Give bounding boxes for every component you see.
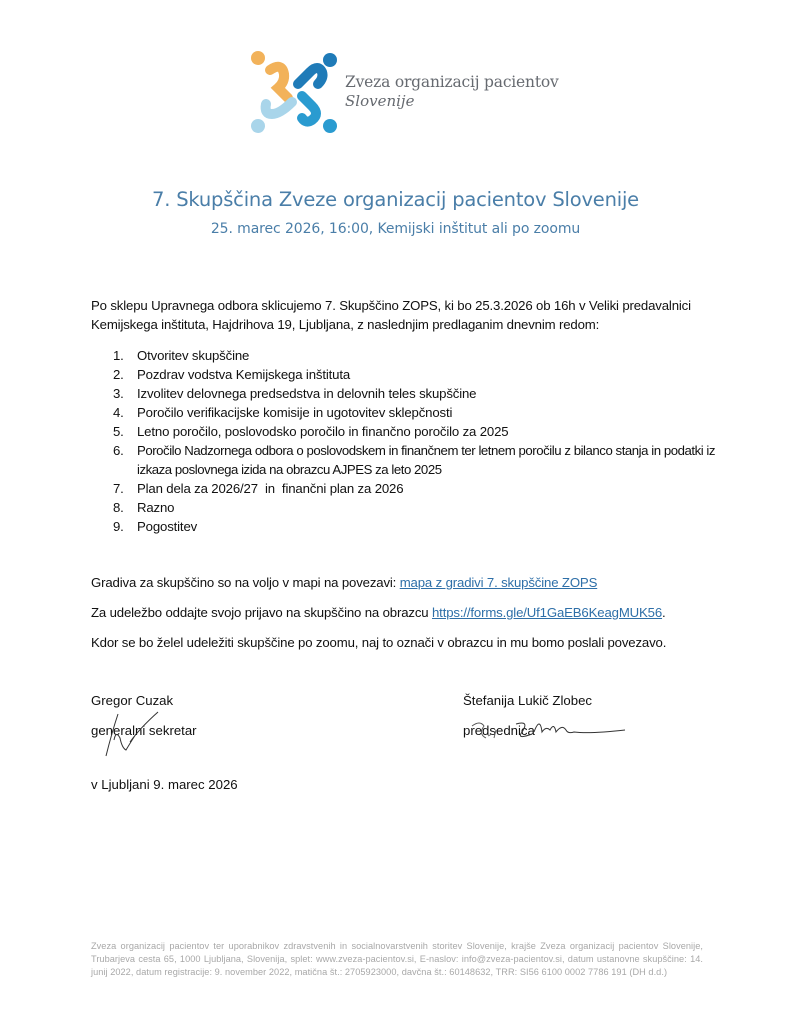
org-name: Zveza organizacij pacientov (345, 73, 559, 91)
org-subname: Slovenije (345, 92, 415, 110)
signatory-name: Štefanija Lukič Zlobec (463, 693, 593, 708)
agenda-item-text: Pozdrav vodstva Kemijskega inštituta (137, 367, 351, 382)
agenda-item-number: 7. (113, 481, 124, 496)
agenda-item-number: 3. (113, 386, 124, 401)
materials-text: Gradiva za skupščino so na voljo v mapi na povezavi: (91, 575, 400, 590)
agenda-item-text: Razno (137, 500, 175, 515)
agenda-item (113, 384, 723, 403)
agenda-item-text: Pogostitev (137, 519, 198, 534)
org-logo-text (345, 73, 559, 110)
signatory-left (91, 691, 197, 740)
agenda-item (113, 422, 723, 441)
agenda-item-number: 6. (113, 443, 124, 458)
agenda-item-text: Otvoritev skupščine (137, 348, 250, 363)
agenda-item-text: Poročilo verifikacijske komisije in ugotovitev sklepčnosti (137, 405, 453, 420)
agenda-item (113, 479, 723, 498)
agenda-item (113, 498, 723, 517)
agenda-item-text: Letno poročilo, poslovodsko poročilo in finančno poročilo za 2025 (137, 424, 509, 439)
signatory-right (463, 691, 592, 740)
agenda-item-number: 5. (113, 424, 124, 439)
registration-text: Za udeležbo oddajte svojo prijavo na skupščino na obrazcu (91, 605, 432, 620)
registration-suffix: . (662, 605, 666, 620)
materials-paragraph (91, 573, 711, 592)
materials-folder-link[interactable]: mapa z gradivi 7. skupščine ZOPS (399, 575, 598, 590)
intro-paragraph: Po sklepu Upravnega odbora sklicujemo 7. Skupščino ZOPS, ki bo 25.3.2026 ob 16h v Veliki predavalnici Kemijskega inštituta, Hajdrihova 19, Ljubljana, z naslednjim predlaganim dnevnim redom: (91, 298, 691, 332)
agenda-list (113, 346, 723, 536)
registration-paragraph (91, 603, 711, 622)
agenda-item (113, 403, 723, 422)
signatory-role: generalni sekretar (91, 723, 197, 738)
signatory-name: Gregor Cuzak (91, 693, 174, 708)
document-title: 7. Skupščina Zveze organizacij pacientov Slovenije (152, 188, 639, 211)
zops-logo-icon (248, 48, 340, 136)
place-date: v Ljubljani 9. marec 2026 (91, 777, 238, 792)
agenda-item (113, 441, 723, 479)
footer-legal-info: Zveza organizacij pacientov ter uporabnikov zdravstvenih in socialnovarstvenih storitev Slovenije, krajše Zveza organizacij pacientov Slovenije, Trubarjeva cesta 65, 1000 Ljubljana, Slovenija, splet: www.zveza-pacientov.si, E-naslov: info@zveza-pacientov.si, datum ustanovne skupščine: 14. junij 2022, datum registracije: 9. november 2022, matična št.: 2705923000, davčna št.: 60148632, TRR: SI56 6100 0002 7786 191 (DH d.d.) (91, 941, 703, 977)
agenda-item-text: Plan dela za 2026/27 in finančni plan za 2026 (137, 481, 404, 496)
signatory-role: predsednica (463, 723, 535, 738)
agenda-item (113, 346, 723, 365)
registration-form-link[interactable]: https://forms.gle/Uf1GaEB6KeagMUK56 (432, 605, 663, 620)
agenda-item-number: 8. (113, 500, 124, 515)
zoom-note: Kdor se bo želel udeležiti skupščine po zoomu, naj to označi v obrazcu in mu bomo poslali povezavo. (91, 635, 667, 650)
agenda-item-number: 9. (113, 519, 124, 534)
agenda-item-number: 1. (113, 348, 124, 363)
agenda-item (113, 517, 723, 536)
agenda-item (113, 365, 723, 384)
agenda-item-text: Izvolitev delovnega predsedstva in delovnih teles skupščine (137, 386, 477, 401)
agenda-item-number: 2. (113, 367, 124, 382)
agenda-item-number: 4. (113, 405, 124, 420)
agenda-item-text: Poročilo Nadzornega odbora o poslovodskem in finančnem ter letnem poročilu z bilanco stanja in podatki iz izkaza poslovnega izida na obrazcu AJPES za leto 2025 (137, 443, 716, 477)
document-subtitle: 25. marec 2026, 16:00, Kemijski inštitut ali po zoomu (210, 221, 581, 237)
